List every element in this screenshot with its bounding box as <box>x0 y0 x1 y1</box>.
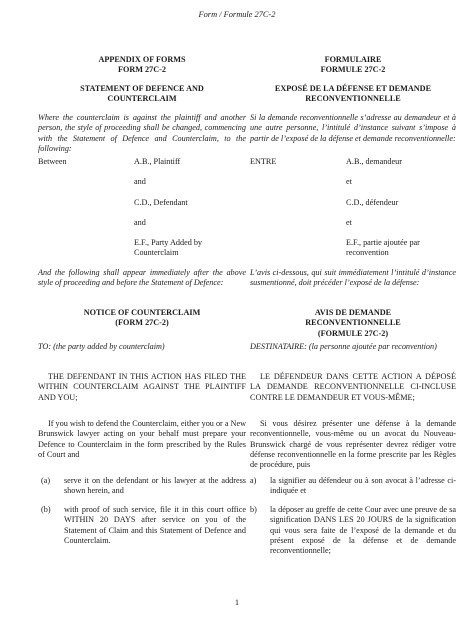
to-line-fr: DESTINATAIRE: (la personne ajoutée par reconvention) <box>250 342 437 351</box>
defend-paragraph-fr: Si vous désirez présenter une défense à la demande reconventionnelle, vous-même ou un avocat du Nouveau-Brunswick chargé de vous représenter devrez rédiger votre défense reconventionnelle en la forme prescrite par les Règles de procédure, puis <box>250 419 456 470</box>
page-header: Form / Formule 27C-2 <box>198 10 276 19</box>
intro-paragraph-fr: Si la demande reconventionnelle s’adresse au demandeur et à une autre personne, l’intitulé d’instance suivant s’impose à partir de l’exposé de la défense et demande reconventionnelle: <box>250 113 456 143</box>
added-party-label: E.F., Party Added by Counterclaim <box>134 238 203 258</box>
to-line: TO: (the party added by counterclaim) <box>38 342 165 351</box>
defendant-label-fr: C.D., défendeur <box>346 198 399 207</box>
page-number: 1 <box>234 598 240 607</box>
between-label-fr: ENTRE <box>250 157 277 166</box>
following-paragraph: And the following shall appear immediately after the above style of proceeding and before the Statement of Defence: <box>38 268 246 288</box>
following-paragraph-fr: L’avis ci-dessous, qui suit immédiatement l’intitulé d’instance susmentionné, doit précéder l’exposé de la défense: <box>250 268 456 288</box>
document-title: STATEMENT OF DEFENCE AND COUNTERCLAIM <box>80 84 204 104</box>
caps-paragraph-fr: LE DÉFENDEUR DANS CETTE ACTION A DÉPOSÉ LA DEMANDE RECONVENTIONNELLE CI-INCLUSE CONTRE LE DEMANDEUR ET VOUS-MÊME; <box>250 372 456 402</box>
notice-title-fr: AVIS DE DEMANDE RECONVENTIONNELLE (FORMULE 27C-2) <box>305 308 401 338</box>
appendix-title-fr: FORMULAIRE FORMULE 27C-2 <box>320 55 386 75</box>
notice-title: NOTICE OF COUNTERCLAIM (FORM 27C-2) <box>83 308 201 328</box>
plaintiff-label: A.B., Plaintiff <box>134 157 181 166</box>
added-party-label-fr: E.F., partie ajoutée par reconvention <box>346 238 420 258</box>
caps-paragraph: THE DEFENDANT IN THIS ACTION HAS FILED THE WITHIN COUNTERCLAIM AGAINST THE PLAINTIFF AND YOU; <box>38 372 246 402</box>
intro-paragraph: Where the counterclaim is against the plaintiff and another person, the style of proceeding shall be changed, commencing with the Statement of Defence and Counterclaim, to the following: <box>38 113 246 153</box>
between-label: Between <box>38 157 67 166</box>
defend-paragraph: If you wish to defend the Counterclaim, either you or a New Brunswick lawyer acting on your behalf must prepare your Defence to Counterclaim in the form prescribed by the Rules of Court and <box>38 419 246 459</box>
appendix-title: APPENDIX OF FORMS FORM 27C-2 <box>98 55 186 75</box>
plaintiff-label-fr: A.B., demandeur <box>346 157 402 166</box>
document-title-fr: EXPOSÉ DE LA DÉFENSE ET DEMANDE RECONVENTIONNELLE <box>274 84 432 104</box>
defendant-label: C.D., Defendant <box>134 198 188 207</box>
